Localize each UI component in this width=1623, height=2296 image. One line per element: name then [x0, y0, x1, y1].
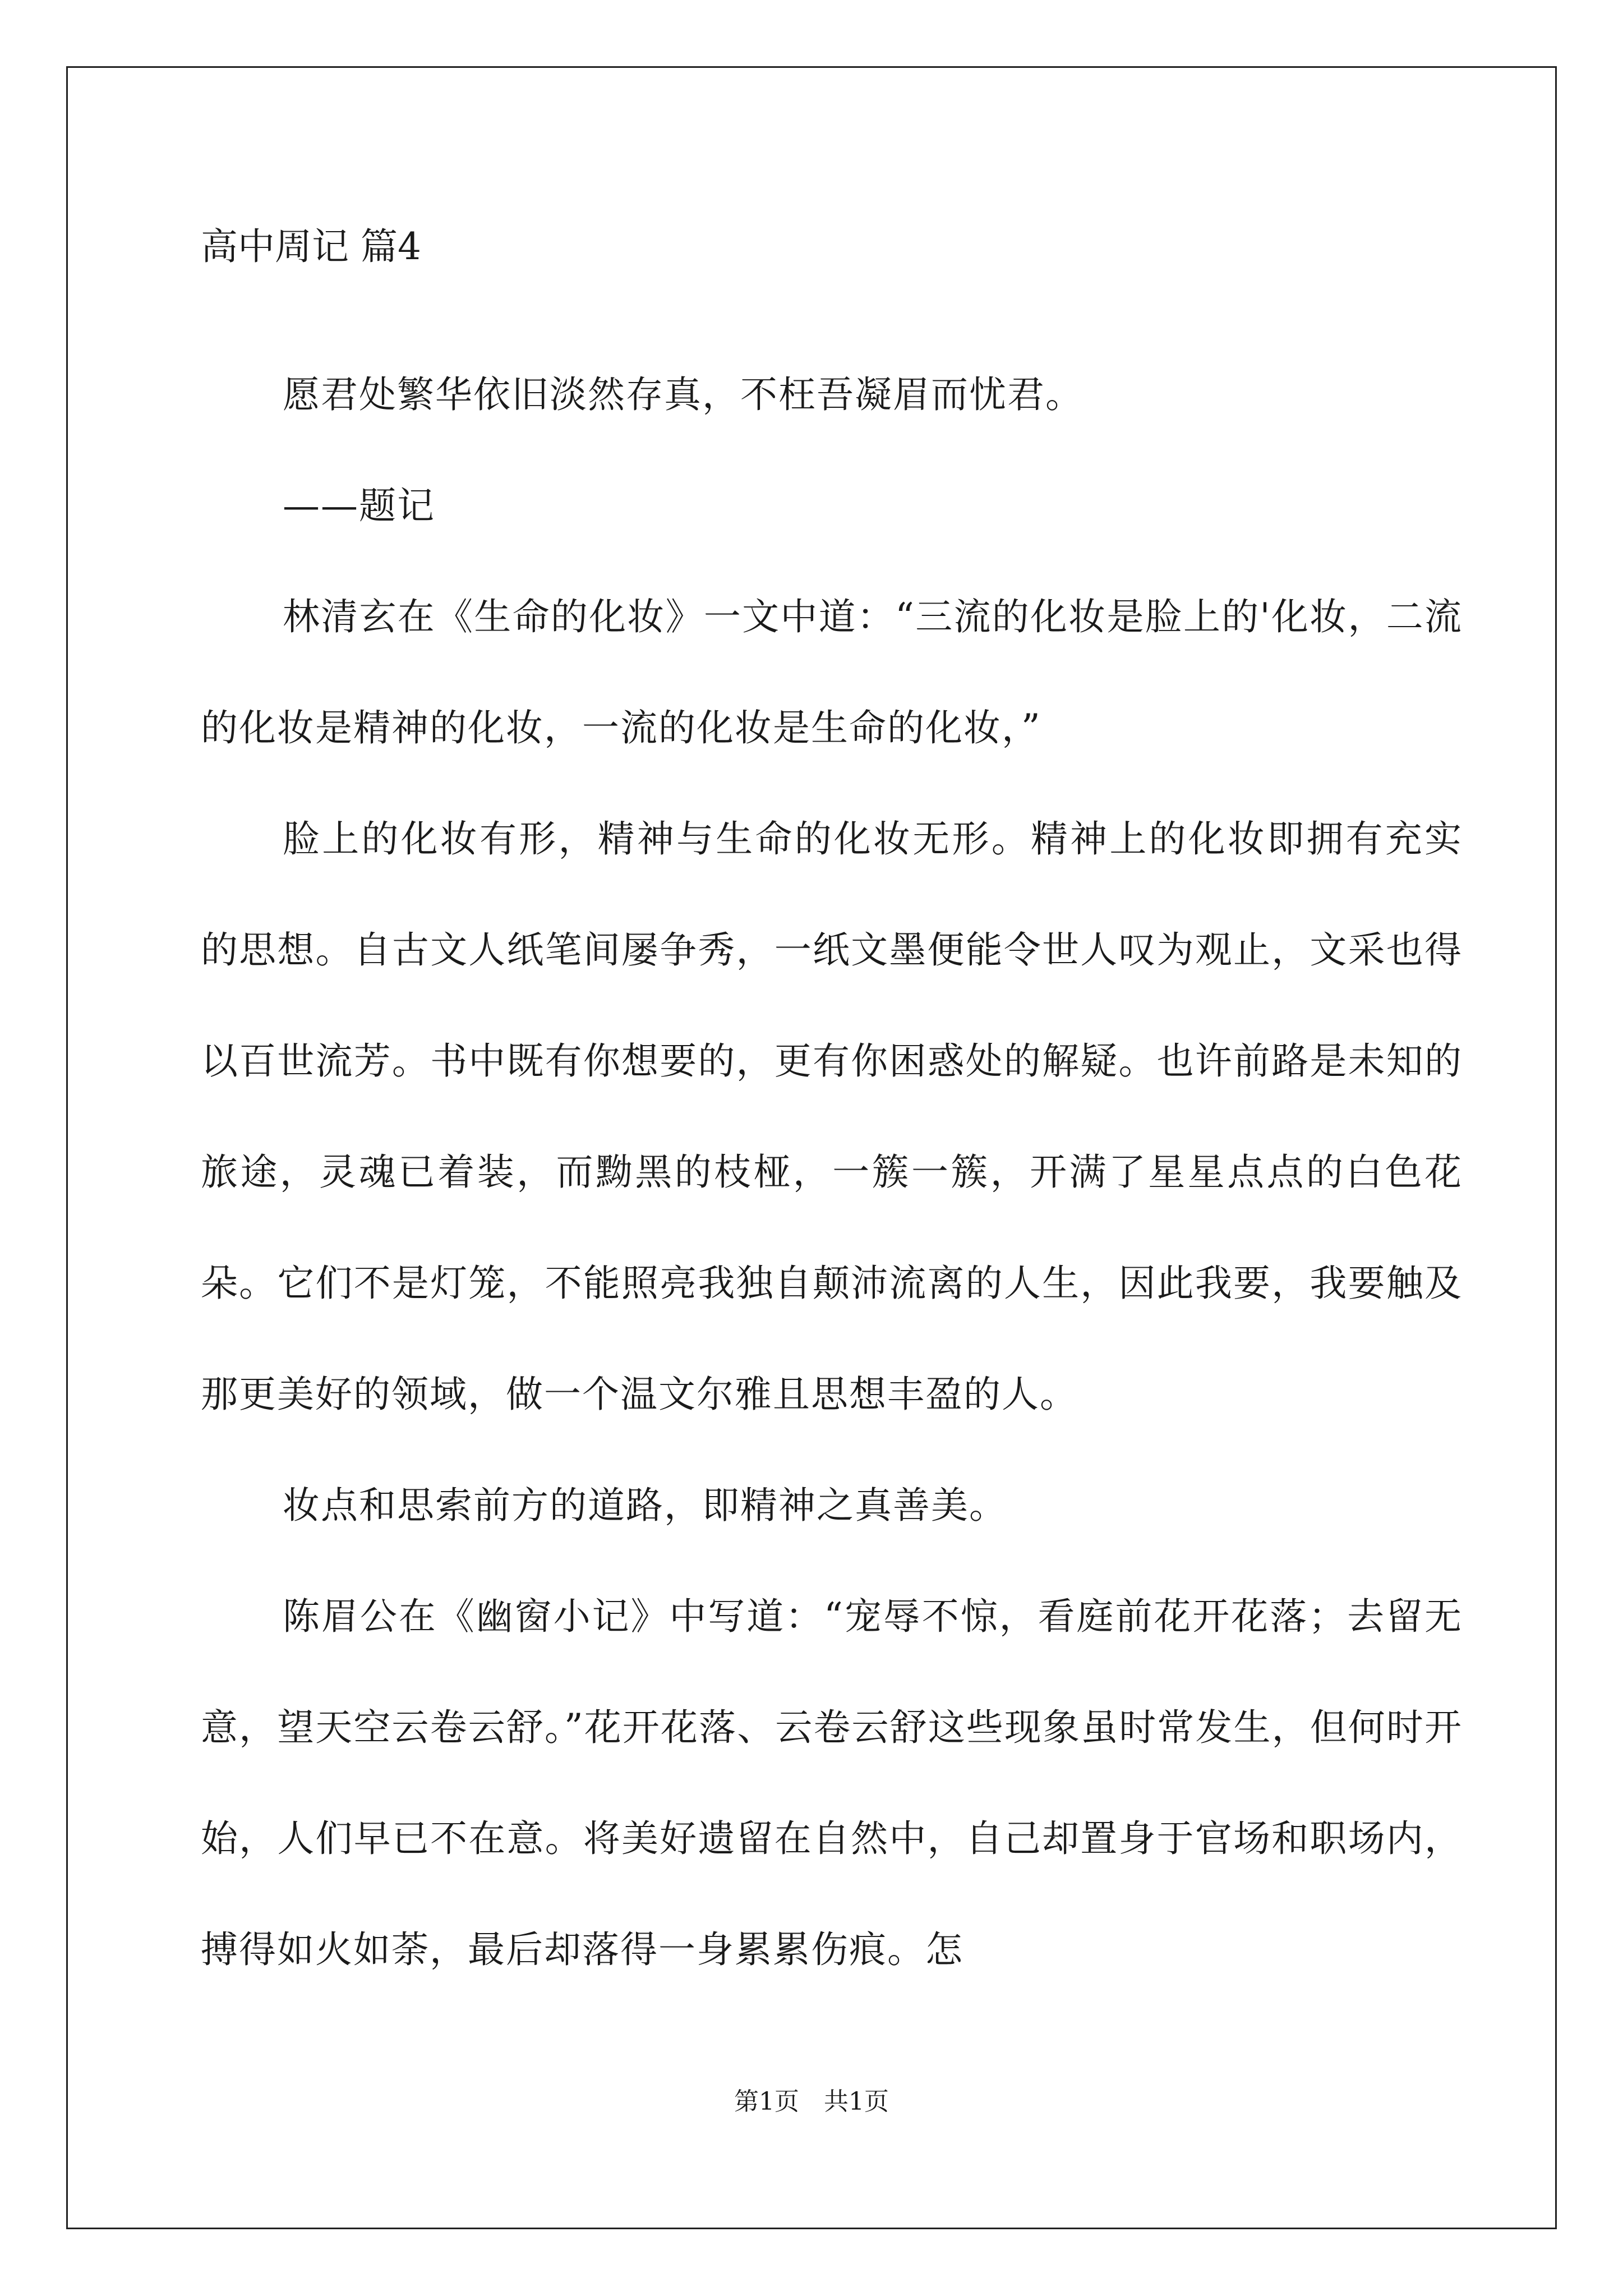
document-title: 高中周记 篇4 — [201, 225, 421, 268]
epigraph-attribution: ——题记 — [283, 484, 435, 527]
paragraph: 脸上的化妆有形，精神与生命的化妆无形。精神上的化妆即拥有充实的思想。自古文人纸笔间屡争秀，一纸文墨便能令世人叹为观止，文采也得以百世流芳。书中既有你想要的，更有你困惑处的解疑。也许前路是未知的旅途，灵魂已着装，而黝黑的枝桠，一簇一簇，开满了星星点点的白色花朵。它们不是灯笼，不能照亮我独自颠沛流离的人生，因此我要，我要触及那更美好的领域，做一个温文尔雅且思想丰盈的人。 — [201, 817, 1463, 1416]
paragraph: 陈眉公在《幽窗小记》中写道：“宠辱不惊，看庭前花开花落；去留无意，望天空云卷云舒。”花开花落、云卷云舒这些现象虽时常发生，但何时开始，人们早已不在意。将美好遗留在自然中，自己却置身于官场和职场内，搏得如火如荼，最后却落得一身累累伤痕。怎 — [201, 1595, 1463, 1971]
document-body — [201, 222, 1463, 2005]
paragraph: 林清玄在《生命的化妆》一文中道：“三流的化妆是脸上的'化妆，二流的化妆是精神的化妆，一流的化妆是生命的化妆，” — [201, 595, 1463, 749]
epigraph: 愿君处繁华依旧淡然存真，不枉吾凝眉而忧君。 — [283, 373, 1083, 416]
page-footer: 第1页 共1页 — [734, 2087, 889, 2116]
paragraph: 妆点和思索前方的道路，即精神之真善美。 — [283, 1484, 1007, 1527]
